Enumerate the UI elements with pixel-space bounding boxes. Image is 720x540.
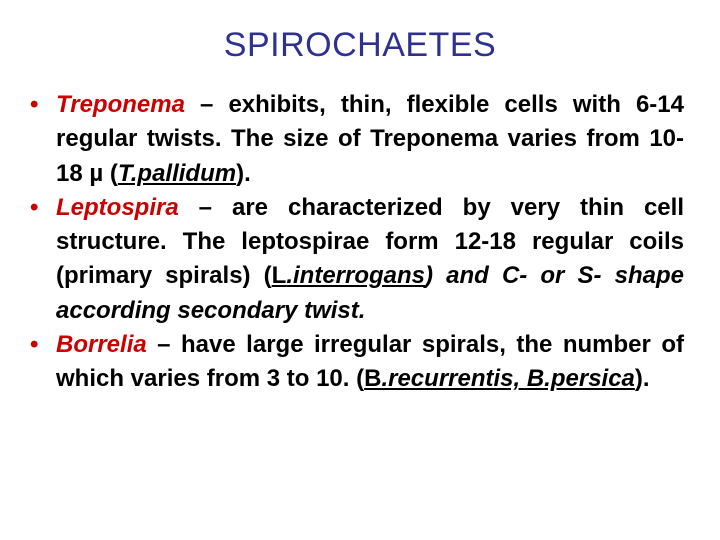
bullet-leptospira xyxy=(30,191,685,328)
genus-name: Treponema xyxy=(56,91,185,118)
species-initial: L xyxy=(271,262,287,290)
genus-name: Borrelia xyxy=(56,331,147,359)
genus-name: Leptospira xyxy=(56,193,179,221)
bullet-dot-icon: • xyxy=(30,193,39,221)
species-initial: B xyxy=(364,365,382,393)
bullet-list xyxy=(30,88,685,397)
bullet-borrelia xyxy=(30,328,684,397)
bullet-dot-icon: • xyxy=(30,91,39,118)
bullet-treponema xyxy=(30,88,684,191)
bullet-text: – have large irregular spirals, the number of which varies from 3 to 10. ( xyxy=(56,331,684,393)
bullet-text: – exhibits, thin, flexible cells with 6-14 regular twists. The size of Treponema varies from 10-18 µ ( xyxy=(56,91,684,187)
species-name: .recurrentis, B.persica xyxy=(381,365,635,393)
slide-title: SPIROCHAETES xyxy=(223,26,497,64)
bullet-text-end: ). xyxy=(236,159,251,187)
bullet-dot-icon: • xyxy=(30,331,39,359)
bullet-text-end: ) and C- or S- shape according secondary twist. xyxy=(56,262,685,324)
species-name: T.pallidum xyxy=(117,159,237,187)
bullet-text-end: ). xyxy=(634,365,650,393)
bullet-text: – are characterized by very thin cell structure. The leptospirae form 12-18 regular coils (primary spirals) ( xyxy=(56,193,684,290)
species-name: .interrogans xyxy=(286,262,426,290)
